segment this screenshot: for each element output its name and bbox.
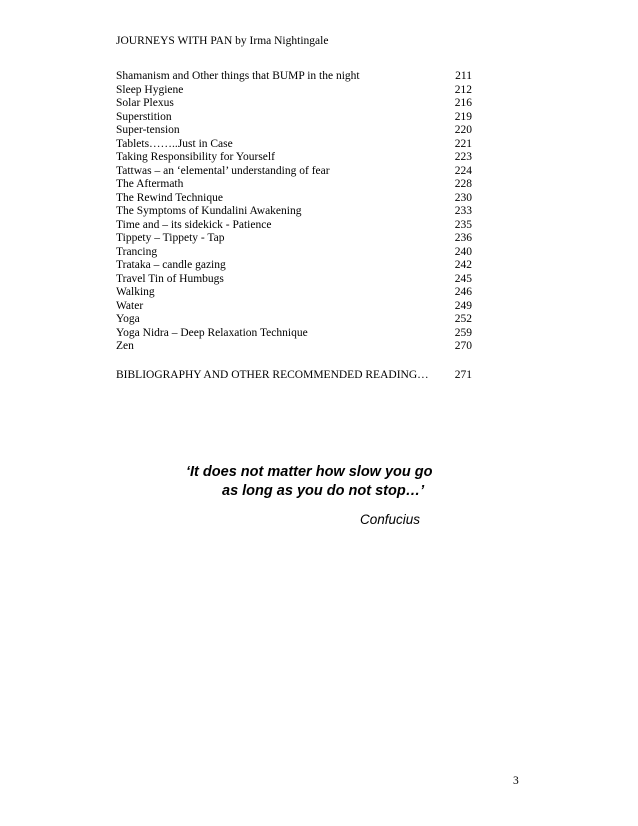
toc-entry-page: 245 <box>454 272 472 285</box>
quote-line-2: as long as you do not stop…’ <box>222 483 425 499</box>
toc-entry-title: Sleep Hygiene <box>116 83 184 96</box>
page-number: 3 <box>513 775 519 787</box>
toc-entry <box>116 286 472 300</box>
toc-entry-title: Travel Tin of Humbugs <box>116 272 224 285</box>
toc-entry-title: The Aftermath <box>116 178 184 190</box>
toc-entry-page: 235 <box>454 218 472 231</box>
toc-entry-page: 270 <box>454 340 472 352</box>
toc-entry-title: Tablets……..Just in Case <box>116 137 233 150</box>
bibliography-title: BIBLIOGRAPHY AND OTHER RECOMMENDED READING… <box>116 369 429 381</box>
toc-entry-title: Taking Responsibility for Yourself <box>116 151 275 163</box>
toc-entry-page: 246 <box>454 286 472 298</box>
toc-entry-title: Tippety – Tippety - Tap <box>116 232 225 244</box>
toc-entry <box>116 232 472 246</box>
toc-entry <box>116 219 472 233</box>
toc-entry-page: 220 <box>454 124 472 136</box>
toc-entry-title: Trataka – candle gazing <box>116 259 226 271</box>
toc-entry-title: Superstition <box>116 110 172 123</box>
toc-entry-page: 224 <box>454 164 472 177</box>
toc-entry-title: Yoga Nidra – Deep Relaxation Technique <box>116 326 308 339</box>
toc-entry <box>116 273 472 287</box>
toc-entry-title: Super-tension <box>116 124 180 136</box>
toc-entry-page: 259 <box>454 326 472 339</box>
toc-entry-title: Yoga <box>116 313 140 325</box>
toc-entry-page: 230 <box>454 191 472 204</box>
toc-entry <box>116 151 472 165</box>
toc-entry <box>116 340 472 354</box>
quote-line-1: ‘It does not matter how slow you go <box>186 464 433 480</box>
toc-entry-page: 223 <box>454 151 472 163</box>
toc-entry-title: The Rewind Technique <box>116 191 223 204</box>
toc-entry-page: 252 <box>454 313 472 325</box>
toc-entry-title: Water <box>116 299 144 312</box>
toc-entry <box>116 259 472 273</box>
toc-entry-title: Walking <box>116 286 155 298</box>
toc-entry-page: 212 <box>454 83 472 96</box>
running-header: JOURNEYS WITH PAN by Irma Nightingale <box>116 35 329 47</box>
toc-entry-page: 221 <box>454 137 472 150</box>
toc-entry-page: 242 <box>454 259 472 271</box>
toc-entry-title: Trancing <box>116 245 158 258</box>
bibliography-entry <box>116 368 472 382</box>
toc-entry-page: 228 <box>454 178 472 190</box>
toc-entry-page: 211 <box>455 70 472 82</box>
toc-entry <box>116 165 472 179</box>
toc-entry-title: Solar Plexus <box>116 97 174 109</box>
toc-entry <box>116 111 472 125</box>
toc-entry-title: Time and – its sidekick - Patience <box>116 218 272 231</box>
quote-author: Confucius <box>360 512 421 527</box>
toc-entry <box>116 205 472 219</box>
toc-entry-page: 233 <box>454 205 472 217</box>
toc-entry-title: The Symptoms of Kundalini Awakening <box>116 205 302 217</box>
toc-entry <box>116 327 472 341</box>
toc-entry <box>116 84 472 98</box>
toc-entry <box>116 97 472 111</box>
toc-entry <box>116 246 472 260</box>
toc-entry <box>116 138 472 152</box>
toc-entry-page: 236 <box>454 232 472 244</box>
toc-entry-title: Tattwas – an ‘elemental’ understanding of fear <box>116 164 330 177</box>
toc-entry-title: Zen <box>116 340 134 352</box>
toc-entry-page: 216 <box>454 97 472 109</box>
bibliography-page: 271 <box>454 369 472 381</box>
toc-entry <box>116 313 472 327</box>
toc-entry <box>116 70 472 84</box>
table-of-contents <box>116 70 472 354</box>
toc-entry-page: 240 <box>454 245 472 258</box>
toc-entry <box>116 124 472 138</box>
toc-entry <box>116 300 472 314</box>
toc-entry-page: 249 <box>454 299 472 312</box>
toc-entry-title: Shamanism and Other things that BUMP in the night <box>116 70 360 82</box>
toc-entry <box>116 178 472 192</box>
toc-entry-page: 219 <box>454 110 472 123</box>
toc-entry <box>116 192 472 206</box>
